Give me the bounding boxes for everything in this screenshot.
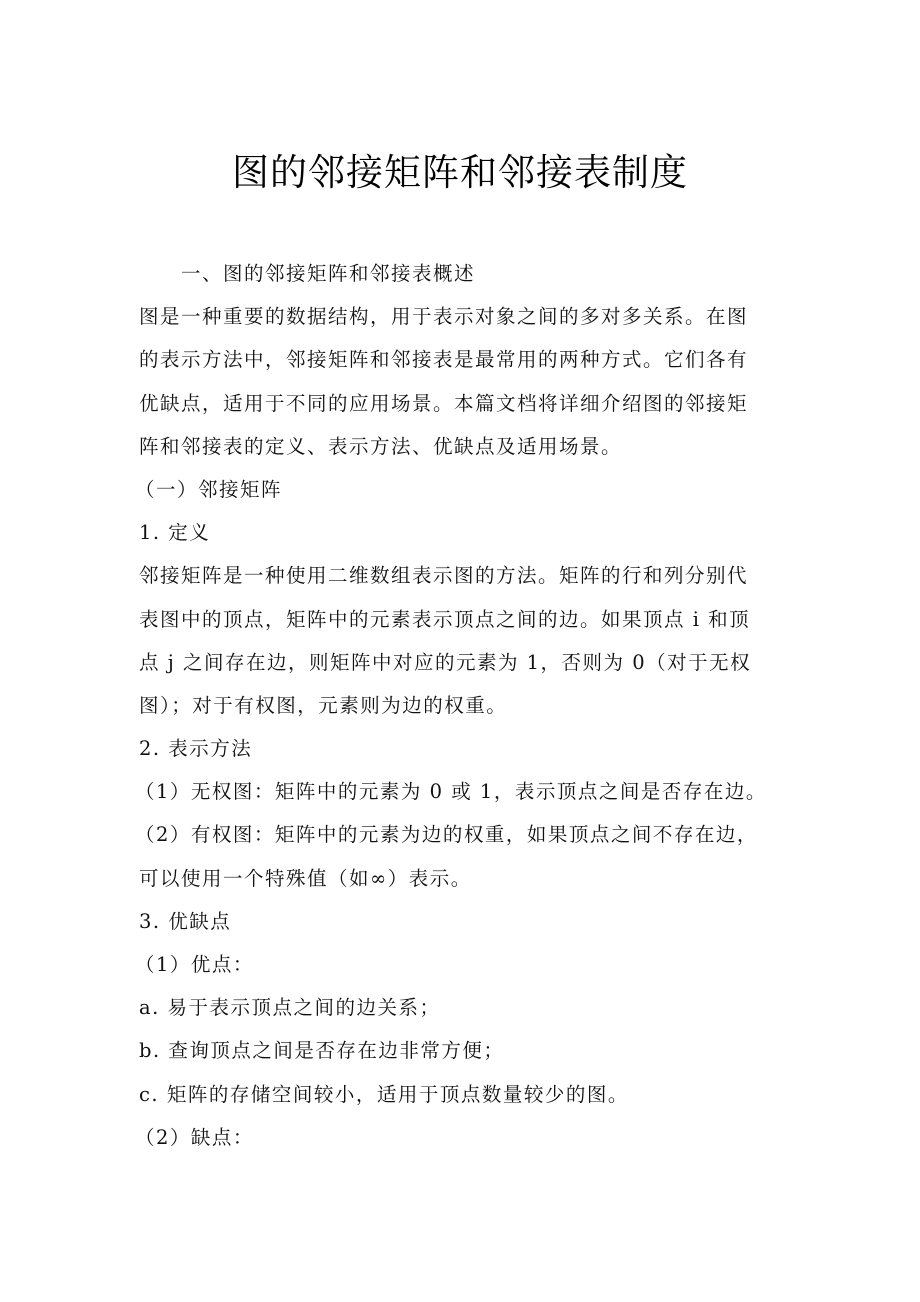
list-item-unweighted: （1）无权图：矩阵中的元素为 0 或 1，表示顶点之间是否存在边。 [135,780,767,804]
document-title: 图的邻接矩阵和邻接表制度 [232,151,688,194]
list-item-advantage-a: a. 易于表示顶点之间的边关系； [139,996,441,1020]
paragraph-line: 表图中的顶点，矩阵中的元素表示顶点之间的边。如果顶点 i 和顶 [139,607,751,631]
section-heading-overview: 一、图的邻接矩阵和邻接表概述 [181,262,476,285]
paragraph-line: 阵和邻接表的定义、表示方法、优缺点及适用场景。 [139,434,623,458]
list-item-weighted: （2）有权图：矩阵中的元素为边的权重，如果顶点之间不存在边， [135,823,758,847]
document-body [135,252,789,1159]
paragraph-line: 优缺点，适用于不同的应用场景。本篇文档将详细介绍图的邻接矩 [139,391,749,415]
paragraph-line: 邻接矩阵是一种使用二维数组表示图的方法。矩阵的行和列分别代 [139,564,749,588]
paragraph-line: 点 j 之间存在边，则矩阵中对应的元素为 1，否则为 0（对于无权 [139,650,752,674]
item-heading-pros-cons: 3. 优缺点 [139,909,232,933]
list-item-advantage-c: c. 矩阵的存储空间较小，适用于顶点数量较少的图。 [139,1082,629,1106]
paragraph-line: 可以使用一个特殊值（如∞）表示。 [139,866,472,890]
paragraph-line: 的表示方法中，邻接矩阵和邻接表是最常用的两种方式。它们各有 [139,348,749,372]
item-heading-representation: 2. 表示方法 [139,737,253,761]
list-heading-disadvantages: （2）缺点： [135,1125,254,1149]
subsection-heading-adjacency-matrix: （一）邻接矩阵 [135,477,283,501]
paragraph-line: 图）；对于有权图，元素则为边的权重。 [139,693,508,717]
list-item-advantage-b: b. 查询顶点之间是否存在边非常方便； [139,1039,505,1063]
paragraph-line: 图是一种重要的数据结构，用于表示对象之间的多对多关系。在图 [139,305,749,329]
list-heading-advantages: （1）优点： [135,953,254,976]
item-heading-definition: 1. 定义 [139,521,211,545]
